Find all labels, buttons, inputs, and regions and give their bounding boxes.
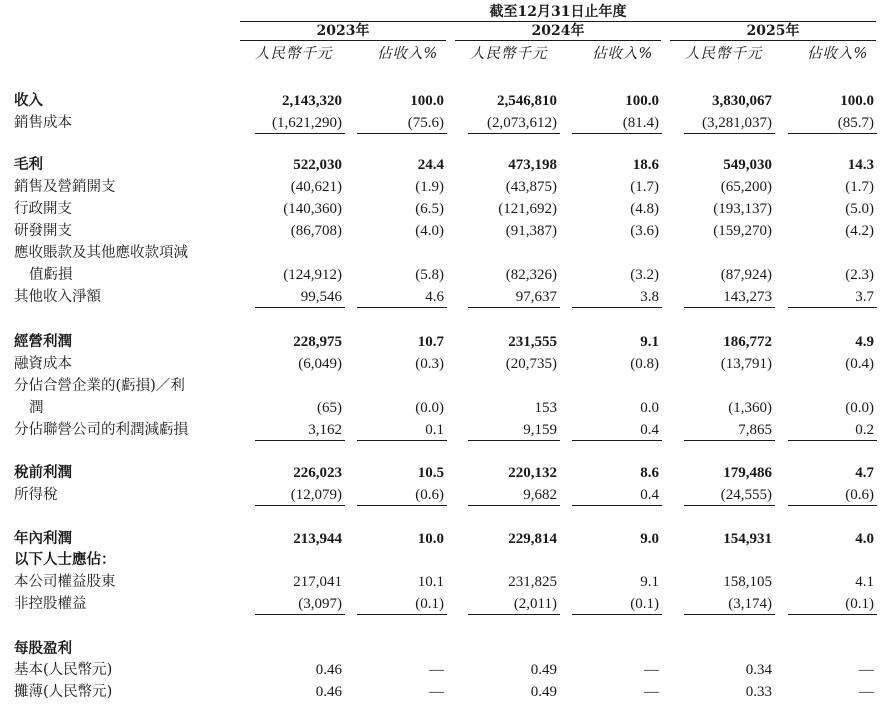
amount-cell: 158,105 (723, 574, 772, 590)
row-label: 行政開支 (14, 201, 72, 217)
row-label: 稅前利潤 (14, 464, 72, 481)
percent-cell: (0.6) (845, 487, 874, 503)
amount-cell: (121,692) (498, 201, 557, 217)
percent-cell: (6.5) (415, 201, 444, 217)
amount-cell: 229,814 (508, 531, 557, 547)
subtotal-underline (255, 440, 345, 441)
percent-cell: 4.1 (855, 574, 874, 590)
amount-cell: (159,270) (713, 223, 772, 239)
subtotal-underline (255, 505, 345, 506)
amount-cell: (1,360) (728, 400, 772, 416)
percent-cell: (1.7) (630, 179, 659, 195)
percent-cell: — (429, 684, 444, 700)
amount-cell: (13,791) (720, 356, 772, 372)
percent-cell: (0.8) (630, 356, 659, 372)
amount-cell: (2,073,612) (487, 115, 557, 131)
subtotal-underline (357, 505, 447, 506)
row-label: 所得稅 (14, 487, 58, 503)
percent-cell: — (859, 684, 874, 700)
percent-cell: 4.0 (855, 531, 874, 547)
subtotal-underline (684, 440, 775, 441)
amount-cell: 217,041 (293, 574, 342, 590)
percent-cell: (75.6) (407, 115, 444, 131)
subtotal-underline (788, 440, 877, 441)
percent-cell: (0.1) (630, 596, 659, 612)
amount-cell: 2,546,810 (497, 93, 557, 109)
percent-cell: (0.0) (415, 400, 444, 416)
year-header: 2025年 (746, 23, 800, 39)
percent-cell: (85.7) (837, 115, 874, 131)
amount-cell: 3,830,067 (712, 93, 772, 109)
percent-cell: 4.6 (425, 289, 444, 305)
percent-cell: (0.0) (845, 400, 874, 416)
subtotal-underline (572, 440, 662, 441)
percent-cell: (1.9) (415, 179, 444, 195)
row-label: 毛利 (14, 156, 43, 173)
subtotal-underline (255, 614, 345, 615)
percent-cell: 100.0 (410, 93, 444, 109)
percent-cell: 10.5 (417, 465, 444, 481)
percent-cell: 3.7 (855, 289, 874, 305)
subtotal-underline (684, 133, 775, 134)
amount-cell: (2,011) (513, 596, 557, 612)
amount-cell: 226,023 (293, 465, 342, 481)
column-header-pct: 佔收入% (807, 46, 869, 62)
subtotal-underline (788, 133, 877, 134)
row-label: 其他收入淨額 (14, 289, 101, 305)
row-label: 研發開支 (14, 223, 72, 239)
row-label: 值虧損 (29, 267, 73, 283)
column-header-pct: 佔收入% (592, 46, 654, 62)
percent-cell: 4.9 (855, 334, 874, 350)
percent-cell: 18.6 (632, 157, 659, 173)
amount-cell: 231,555 (508, 334, 557, 350)
subtotal-underline (357, 133, 447, 134)
percent-cell: (81.4) (622, 115, 659, 131)
amount-cell: (124,912) (283, 267, 342, 283)
percent-cell: (2.3) (845, 267, 874, 283)
amount-cell: (1,621,290) (272, 115, 342, 131)
amount-cell: 0.49 (530, 662, 557, 678)
row-label: 以下人士應佔： (14, 551, 116, 568)
subtotal-underline (788, 307, 877, 308)
subtotal-underline (468, 614, 560, 615)
year-header: 2023年 (316, 23, 370, 39)
percent-cell: (1.7) (845, 179, 874, 195)
percent-cell: 0.1 (425, 422, 444, 438)
column-header-rmb: 人民幣千元 (470, 46, 548, 62)
percent-cell: — (644, 662, 659, 678)
subtotal-underline (684, 614, 775, 615)
row-label: 基本(人民幣元) (14, 662, 113, 678)
amount-cell: (65,200) (720, 179, 772, 195)
amount-cell: 2,143,320 (282, 93, 342, 109)
year-underline (455, 40, 661, 41)
amount-cell: 228,975 (293, 334, 342, 350)
column-header-rmb: 人民幣千元 (685, 46, 763, 62)
row-label: 分佔聯營公司的利潤減虧損 (14, 422, 188, 438)
amount-cell: 3,162 (308, 422, 342, 438)
row-label: 潤 (29, 400, 44, 416)
percent-cell: 100.0 (840, 93, 874, 109)
subtotal-underline (357, 614, 447, 615)
percent-cell: 100.0 (625, 93, 659, 109)
column-header-pct: 佔收入% (377, 46, 439, 62)
row-label: 攤薄(人民幣元) (14, 684, 113, 700)
subtotal-underline (684, 307, 775, 308)
amount-cell: (40,621) (290, 179, 342, 195)
amount-cell: (87,924) (720, 267, 772, 283)
amount-cell: 0.34 (745, 662, 772, 678)
amount-cell: 7,865 (738, 422, 772, 438)
percent-cell: 10.1 (417, 574, 444, 590)
subtotal-underline (684, 505, 775, 506)
period-header: 截至12月31日止年度 (489, 4, 627, 20)
amount-cell: (20,735) (505, 356, 557, 372)
amount-cell: (3,281,037) (702, 115, 772, 131)
percent-cell: (3.6) (630, 223, 659, 239)
percent-cell: (0.4) (845, 356, 874, 372)
amount-cell: 9,159 (523, 422, 557, 438)
amount-cell: 213,944 (293, 531, 342, 547)
percent-cell: 9.0 (640, 531, 659, 547)
subtotal-underline (468, 505, 560, 506)
subtotal-underline (357, 307, 447, 308)
percent-cell: (3.2) (630, 267, 659, 283)
row-label: 收入 (14, 92, 43, 109)
percent-cell: 3.8 (640, 289, 659, 305)
amount-cell: (3,174) (728, 596, 772, 612)
amount-cell: 186,772 (723, 334, 772, 350)
amount-cell: (82,326) (505, 267, 557, 283)
amount-cell: 153 (534, 400, 557, 416)
amount-cell: (24,555) (720, 487, 772, 503)
subtotal-underline (255, 133, 345, 134)
amount-cell: 0.46 (315, 662, 342, 678)
amount-cell: (43,875) (505, 179, 557, 195)
percent-cell: 4.7 (855, 465, 874, 481)
subtotal-underline (357, 440, 447, 441)
subtotal-underline (572, 614, 662, 615)
percent-cell: (4.0) (415, 223, 444, 239)
amount-cell: 0.49 (530, 684, 557, 700)
amount-cell: 522,030 (293, 157, 342, 173)
percent-cell: (0.1) (415, 596, 444, 612)
subtotal-underline (788, 614, 877, 615)
percent-cell: — (859, 662, 874, 678)
percent-cell: (0.6) (415, 487, 444, 503)
amount-cell: (6,049) (298, 356, 342, 372)
percent-cell: (5.8) (415, 267, 444, 283)
row-label: 融資成本 (14, 356, 72, 372)
amount-cell: 0.33 (745, 684, 772, 700)
percent-cell: — (429, 662, 444, 678)
row-label: 非控股權益 (14, 596, 87, 612)
amount-cell: 9,682 (523, 487, 557, 503)
column-header-rmb: 人民幣千元 (255, 46, 333, 62)
row-label: 本公司權益股東 (14, 574, 116, 590)
row-label: 應收賬款及其他應收款項減 (14, 245, 188, 261)
amount-cell: 154,931 (723, 531, 772, 547)
subtotal-underline (255, 307, 345, 308)
row-label: 每股盈利 (14, 640, 72, 657)
percent-cell: (5.0) (845, 201, 874, 217)
subtotal-underline (572, 505, 662, 506)
amount-cell: (86,708) (290, 223, 342, 239)
percent-cell: 24.4 (417, 157, 444, 173)
percent-cell: 9.1 (640, 574, 659, 590)
amount-cell: 143,273 (723, 289, 772, 305)
percent-cell: 0.4 (640, 422, 659, 438)
amount-cell: 220,132 (508, 465, 557, 481)
amount-cell: (3,097) (298, 596, 342, 612)
percent-cell: 9.1 (640, 334, 659, 350)
row-label: 銷售及營銷開支 (14, 179, 116, 195)
percent-cell: 0.0 (640, 400, 659, 416)
subtotal-underline (468, 440, 560, 441)
percent-cell: 10.7 (417, 334, 444, 350)
percent-cell: (0.3) (415, 356, 444, 372)
amount-cell: 0.46 (315, 684, 342, 700)
row-label: 經營利潤 (14, 333, 72, 350)
amount-cell: (12,079) (290, 487, 342, 503)
amount-cell: 473,198 (508, 157, 557, 173)
percent-cell: 14.3 (847, 157, 874, 173)
percent-cell: (4.8) (630, 201, 659, 217)
amount-cell: 97,637 (515, 289, 557, 305)
percent-cell: (0.1) (845, 596, 874, 612)
amount-cell: (65) (317, 400, 342, 416)
amount-cell: 179,486 (723, 465, 772, 481)
percent-cell: — (644, 684, 659, 700)
percent-cell: 10.0 (417, 531, 444, 547)
amount-cell: (193,137) (713, 201, 772, 217)
row-label: 年內利潤 (14, 530, 72, 547)
subtotal-underline (572, 133, 662, 134)
year-underline (240, 40, 446, 41)
percent-cell: 0.2 (855, 422, 874, 438)
row-label: 銷售成本 (14, 115, 72, 131)
amount-cell: (91,387) (505, 223, 557, 239)
amount-cell: 99,546 (300, 289, 342, 305)
amount-cell: 231,825 (508, 574, 557, 590)
row-label: 分佔合營企業的(虧損)／利 (14, 378, 185, 394)
subtotal-underline (572, 307, 662, 308)
amount-cell: (140,360) (283, 201, 342, 217)
year-header: 2024年 (531, 23, 585, 39)
amount-cell: 549,030 (723, 157, 772, 173)
subtotal-underline (788, 505, 877, 506)
subtotal-underline (468, 133, 560, 134)
percent-cell: (4.2) (845, 223, 874, 239)
subtotal-underline (468, 307, 560, 308)
percent-cell: 8.6 (640, 465, 659, 481)
percent-cell: 0.4 (640, 487, 659, 503)
year-underline (670, 40, 876, 41)
